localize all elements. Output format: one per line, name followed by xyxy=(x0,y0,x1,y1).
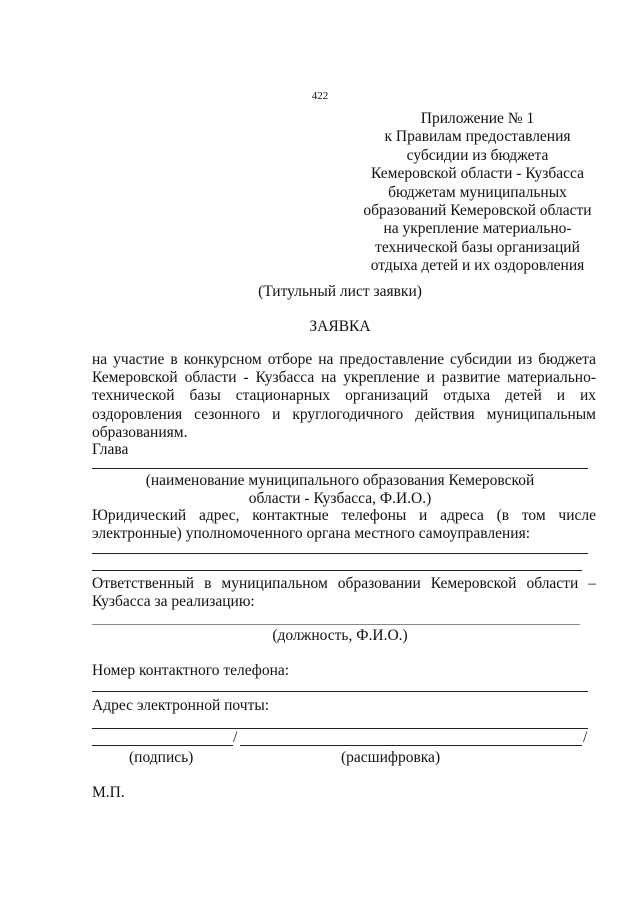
signature-slash: / xyxy=(233,729,238,746)
phone-line[interactable] xyxy=(92,691,588,692)
document-title: ЗАЯВКА xyxy=(309,318,371,335)
email-line[interactable] xyxy=(92,728,588,729)
address-line-2[interactable] xyxy=(92,570,582,571)
caption-line: (наименование муниципального образования Кемеровской xyxy=(145,472,535,489)
address-paragraph: Юридический адрес, контактные телефоны и адреса (в том числе электронные) уполномоченного органа местного самоуправления: xyxy=(92,507,596,543)
email-label: Адрес электронной почты: xyxy=(92,697,270,714)
appendix-line: бюджетам муниципальных xyxy=(388,183,567,201)
responsible-line[interactable] xyxy=(92,624,580,625)
responsible-paragraph: Ответственный в муниципальном образовании Кемеровской области – Кузбасса за реализацию: xyxy=(92,575,596,611)
signature-line[interactable] xyxy=(92,745,233,746)
appendix-line: Приложение № 1 xyxy=(420,110,535,127)
appendix-line: отдыха детей и их оздоровления xyxy=(370,257,585,275)
page-number: 422 xyxy=(311,90,329,102)
municipality-name-line[interactable] xyxy=(92,468,588,469)
appendix-line: к Правилам предоставления xyxy=(384,128,571,146)
decoding-line[interactable] xyxy=(240,745,582,746)
caption-line: области - Кузбасса, Ф.И.О.) xyxy=(248,490,432,507)
intro-paragraph: на участие в конкурсном отборе на предоставление субсидии из бюджета Кемеровской области - Кузбасса на укрепление и развитие материально-технической базы стационарных организаций отдыха детей и их оздоровления сезонного и круглогодичного действия муниципальным образованиям. xyxy=(92,351,596,441)
appendix-line: технической базы организаций xyxy=(375,238,580,256)
position-caption: (должность, Ф.И.О.) xyxy=(272,627,408,644)
appendix-line: Кемеровской области - Кузбасса xyxy=(371,165,584,183)
appendix-line: на укрепление материально- xyxy=(383,220,572,238)
phone-label: Номер контактного телефона: xyxy=(92,662,290,679)
decoding-caption: (расшифровка) xyxy=(341,749,441,766)
decoding-slash: / xyxy=(583,729,588,746)
appendix-line: субсидии из бюджета xyxy=(406,146,549,164)
address-line-1[interactable] xyxy=(92,553,588,554)
head-label: Глава xyxy=(92,441,129,458)
municipality-caption xyxy=(92,472,588,508)
appendix-line: образований Кемеровской области xyxy=(363,202,592,220)
signature-caption: (подпись) xyxy=(129,749,194,766)
appendix-block xyxy=(355,110,600,276)
stamp-label: М.П. xyxy=(92,784,125,801)
title-note: (Титульный лист заявки) xyxy=(258,283,422,300)
